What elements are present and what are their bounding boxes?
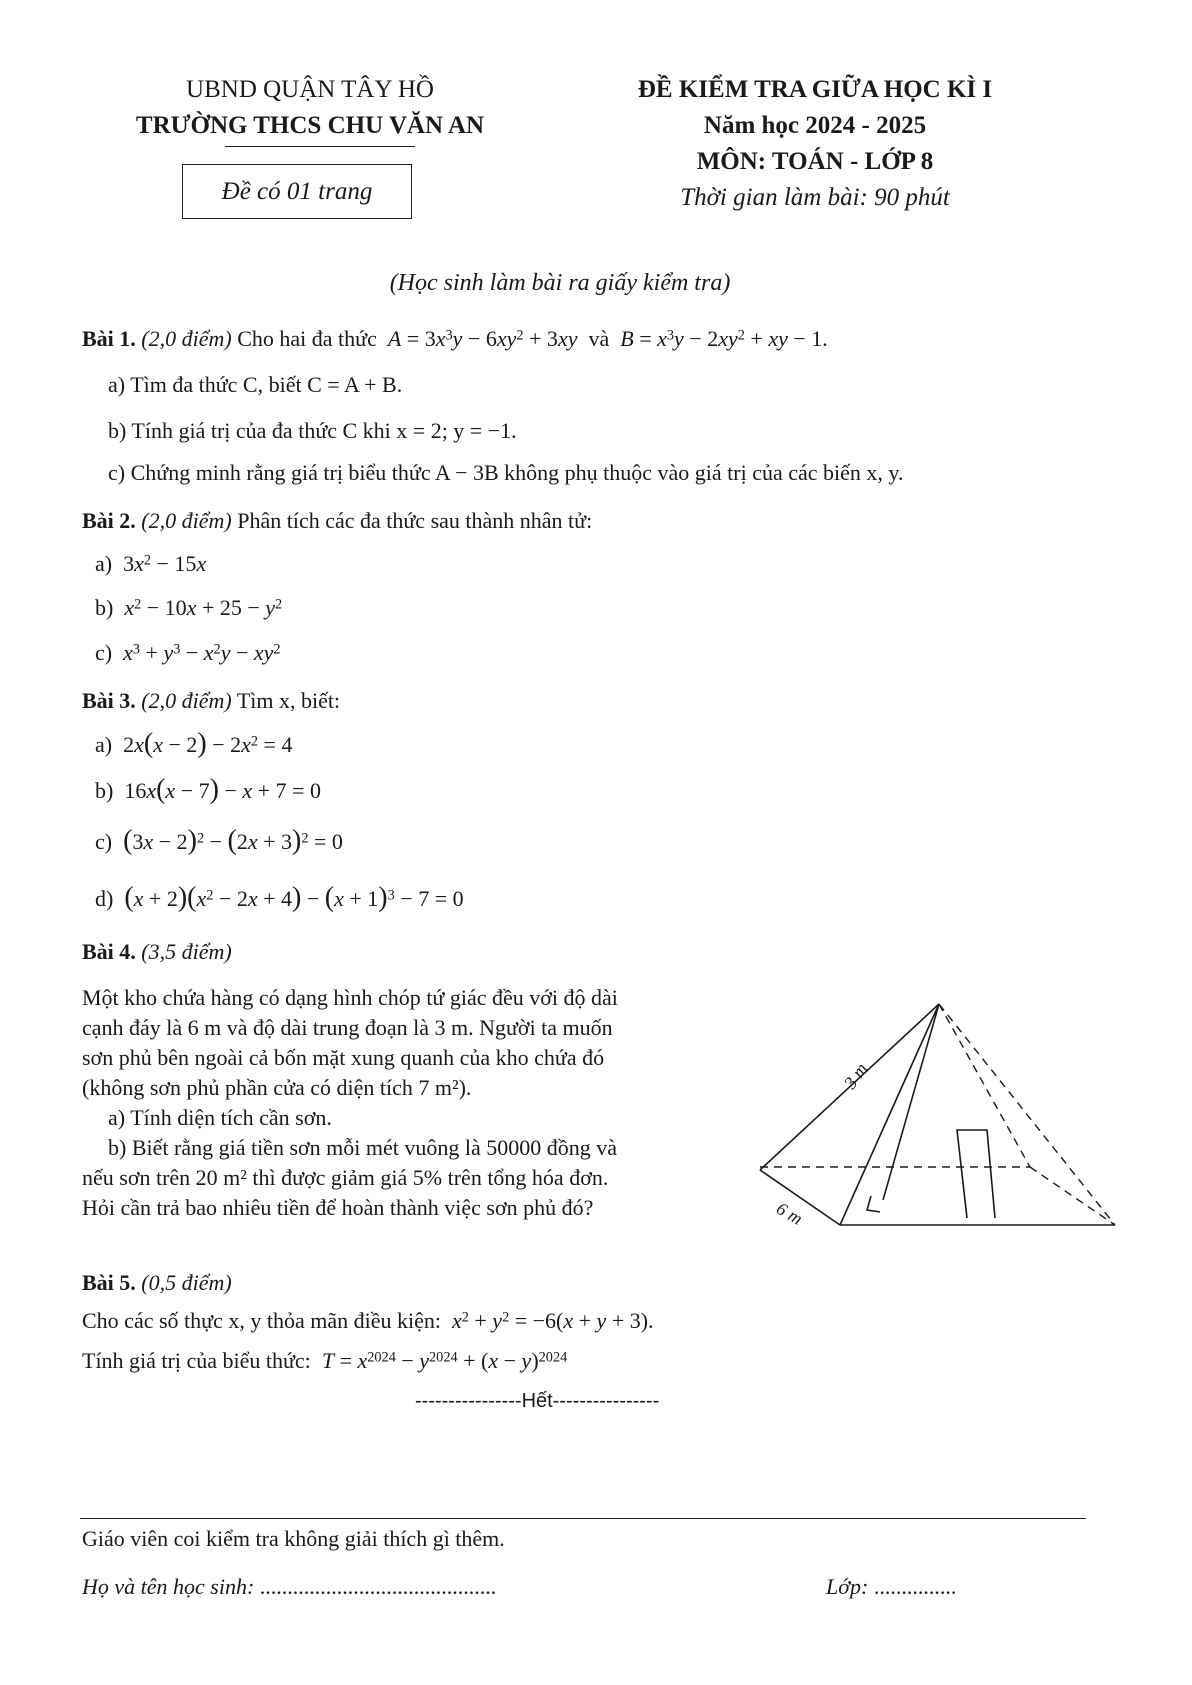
pyramid-figure bbox=[755, 990, 1125, 1240]
pyramid-edge-front-left bbox=[840, 1004, 939, 1225]
bai5-expression: Tính giá trị của biểu thức: $T = x^{2024} - y^{2024} + (x - y)^{2024}$ bbox=[82, 1348, 568, 1373]
bai3-statement bbox=[82, 686, 340, 717]
bai4-line2: cạnh đáy là 6 m và độ dài trung đoạn là 3 m. Người ta muốn bbox=[82, 1015, 613, 1040]
student-name-dots: ........................................... bbox=[259, 1574, 497, 1599]
student-name-label: Họ và tên học sinh: bbox=[82, 1574, 255, 1599]
duration: Thời gian làm bài: 90 phút bbox=[680, 184, 950, 211]
bai5-statement bbox=[82, 1268, 232, 1299]
bai1-intro: Cho hai đa thức bbox=[237, 326, 377, 351]
subject-grade: MÔN: TOÁN - LỚP 8 bbox=[696, 148, 934, 175]
bai2-b: b) $x^2 - 10x + 25 - y^2$ bbox=[95, 595, 283, 620]
bai3-label: Bài 3. bbox=[82, 688, 136, 713]
bai3-text: Tìm x, biết: bbox=[236, 688, 341, 713]
bai2-statement bbox=[82, 506, 592, 537]
bai2-text: Phân tích các đa thức sau thành nhân tử: bbox=[237, 508, 593, 533]
district-name: UBND QUẬN TÂY HỒ bbox=[186, 76, 434, 103]
bai4-a: a) Tính diện tích cần sơn. bbox=[108, 1105, 332, 1130]
bai2-c: c) $x^3 + y^3 - x^2y - xy^2$ bbox=[95, 640, 281, 665]
end-mark: ----------------Hết---------------- bbox=[415, 1390, 660, 1412]
bai4-line7: nếu sơn trên 20 m² thì được giảm giá 5% trên tổng hóa đơn. bbox=[82, 1165, 609, 1190]
door bbox=[957, 1130, 995, 1218]
student-name-field bbox=[82, 1572, 496, 1603]
bai3-points: (2,0 điểm) bbox=[141, 688, 232, 713]
bai1-c: c) Chứng minh rằng giá trị biểu thức A − 3B không phụ thuộc vào giá trị của các biến x, y. bbox=[108, 460, 904, 485]
bai4-line3: sơn phủ bên ngoài cả bốn mặt xung quanh của kho chứa đó bbox=[82, 1045, 605, 1070]
label-base-edge: 6 m bbox=[773, 1198, 806, 1229]
bai3-a: a) $2x(x - 2) - 2x^2 = 4$ bbox=[95, 728, 293, 759]
school-year: Năm học 2024 - 2025 bbox=[703, 112, 927, 139]
class-dots: ............... bbox=[873, 1574, 957, 1599]
bai1-points: (2,0 điểm) bbox=[141, 326, 232, 351]
bai4-line8: Hỏi cần trả bao nhiêu tiền để hoàn thành việc sơn phủ đó? bbox=[82, 1195, 594, 1220]
school-underline bbox=[225, 146, 415, 147]
bai1-a: a) Tìm đa thức C, biết C = A + B. bbox=[108, 372, 403, 397]
school-name: TRƯỜNG THCS CHU VĂN AN bbox=[135, 112, 485, 139]
pyramid-apothem bbox=[883, 1004, 939, 1200]
page-count-box: Đề có 01 trang bbox=[182, 164, 412, 219]
label-slant-height: 3 m bbox=[839, 1059, 872, 1093]
bai3-b: b) 16x(x − 7) − x + 7 = 0 bbox=[95, 774, 321, 805]
bai2-a: a) $3x^2 - 15x$ bbox=[95, 551, 207, 576]
instruction: (Học sinh làm bài ra giấy kiểm tra) bbox=[389, 270, 731, 296]
bai1-label: Bài 1. bbox=[82, 326, 136, 351]
bai4-label: Bài 4. bbox=[82, 939, 136, 964]
bai1-and: và bbox=[588, 326, 610, 351]
class-field bbox=[826, 1572, 956, 1603]
pyramid-edge-right bbox=[939, 1004, 1115, 1225]
bai1-b: b) Tính giá trị của đa thức C khi x = 2; y = −1. bbox=[108, 418, 517, 443]
bai3-c: c) $(3x - 2)^2 - (2x + 3)^2 = 0$ bbox=[95, 825, 343, 856]
bai1-statement: Bài 1. (2,0 điểm) Cho hai đa thức $A = 3x^3y - 6xy^2 + 3xy$ và $B = x^3y - 2xy^2$ + xy − 1. bbox=[82, 326, 828, 351]
bai4-points: (3,5 điểm) bbox=[141, 939, 232, 964]
poly-B: B bbox=[620, 326, 634, 351]
bai4-statement bbox=[82, 937, 232, 968]
poly-A: A bbox=[387, 326, 402, 351]
pyramid-base-right bbox=[1030, 1167, 1115, 1225]
bai2-label: Bài 2. bbox=[82, 508, 136, 533]
bai4-line1: Một kho chứa hàng có dạng hình chóp tứ giác đều với độ dài bbox=[82, 985, 618, 1010]
right-angle-mark bbox=[867, 1196, 880, 1212]
class-label: Lớp: bbox=[826, 1574, 869, 1599]
bai2-points: (2,0 điểm) bbox=[141, 508, 232, 533]
bai5-label: Bài 5. bbox=[82, 1270, 136, 1295]
bai5-condition: Cho các số thực x, y thỏa mãn điều kiện: $x^2 + y^2 = -6(x + y + 3)$. bbox=[82, 1308, 654, 1333]
footer-rule bbox=[80, 1518, 1086, 1519]
exam-title: ĐỀ KIỂM TRA GIỮA HỌC KÌ I bbox=[637, 76, 993, 103]
footer-note: Giáo viên coi kiểm tra không giải thích gì thêm. bbox=[82, 1526, 505, 1551]
bai5-points: (0,5 điểm) bbox=[141, 1270, 232, 1295]
bai4-line4: (không sơn phủ phần cửa có diện tích 7 m²). bbox=[82, 1075, 472, 1100]
bai3-d: d) $(x + 2)(x^2 - 2x + 4) - (x + 1)^3 - 7 = 0$ bbox=[95, 882, 464, 913]
bai4-line6: b) Biết rằng giá tiền sơn mỗi mét vuông là 50000 đồng và bbox=[108, 1135, 617, 1160]
pyramid-edge-back-right bbox=[939, 1004, 1030, 1167]
